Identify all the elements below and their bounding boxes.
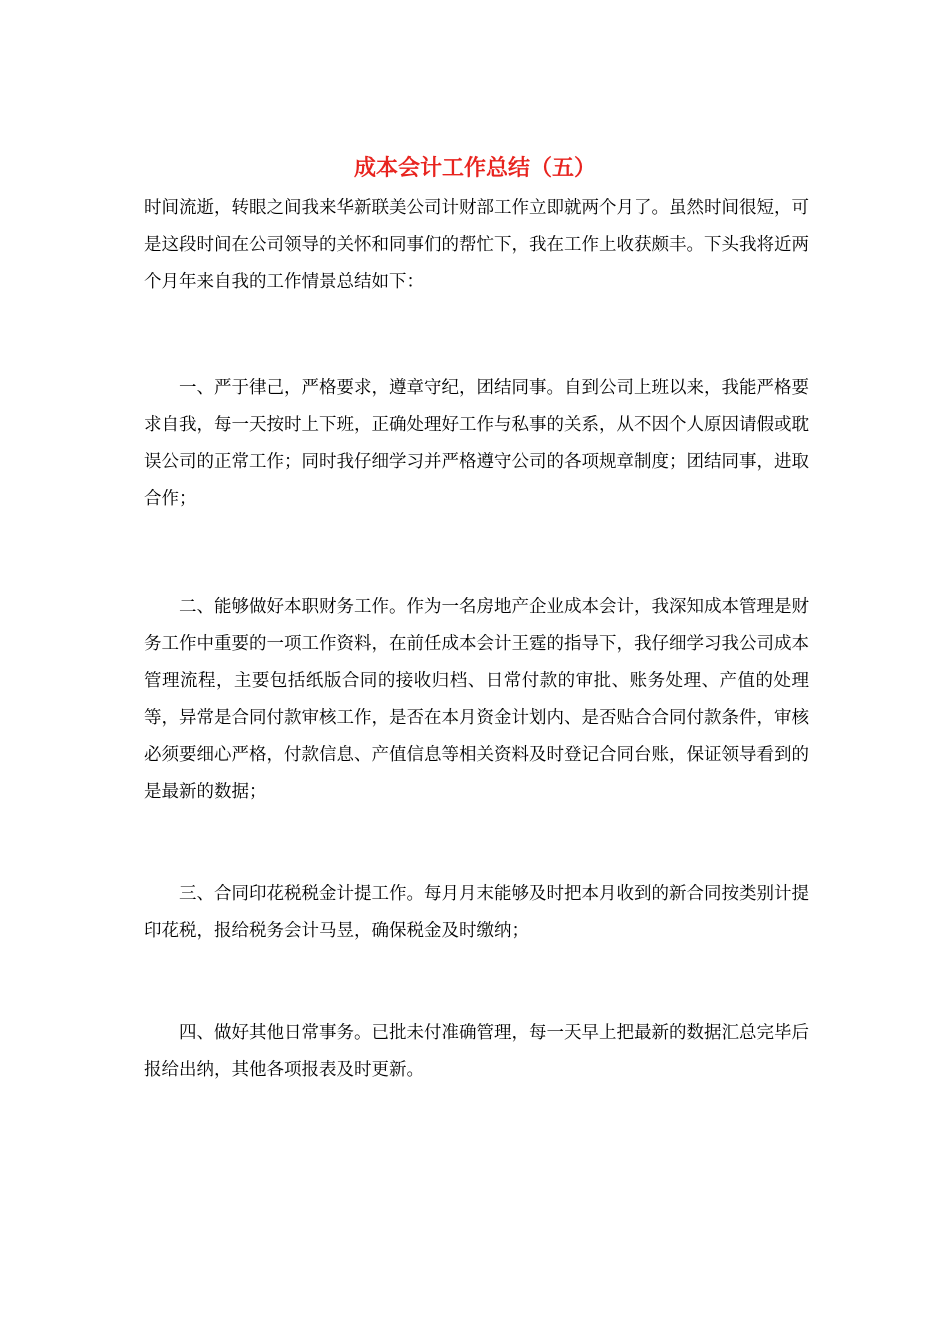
paragraph-item-1: 一、严于律己，严格要求，遵章守纪，团结同事。自到公司上班以来，我能严格要求自我，每一天按时上下班，正确处理好工作与私事的关系，从不因个人原因请假或耽误公司的正常工作；同时我仔细学习并严格遵守公司的各项规章制度；团结同事，进取合作； bbox=[144, 378, 809, 509]
intro-paragraph: 时间流逝，转眼之间我来华新联美公司计财部工作立即就两个月了。虽然时间很短，可是这段时间在公司领导的关怀和同事们的帮忙下，我在工作上收获颇丰。下头我将近两个月年来自我的工作情景总结如下： bbox=[144, 198, 809, 292]
paragraph-item-2: 二、能够做好本职财务工作。作为一名房地产企业成本会计，我深知成本管理是财务工作中重要的一项工作资料，在前任成本会计王霆的指导下，我仔细学习我公司成本管理流程，主要包括纸版合同的接收归档、日常付款的审批、账务处理、产值的处理等，异常是合同付款审核工作，是否在本月资金计划内、是否贴合合同付款条件，审核必须要细心严格，付款信息、产值信息等相关资料及时登记合同台账，保证领导看到的是最新的数据； bbox=[144, 597, 809, 802]
paragraph-item-4: 四、做好其他日常事务。已批未付准确管理，每一天早上把最新的数据汇总完毕后报给出纳，其他各项报表及时更新。 bbox=[144, 1023, 809, 1080]
document-title: 成本会计工作总结（五） bbox=[353, 156, 596, 181]
paragraph-item-3: 三、合同印花税税金计提工作。每月月末能够及时把本月收到的新合同按类别计提印花税，报给税务会计马昱，确保税金及时缴纳； bbox=[144, 884, 809, 941]
